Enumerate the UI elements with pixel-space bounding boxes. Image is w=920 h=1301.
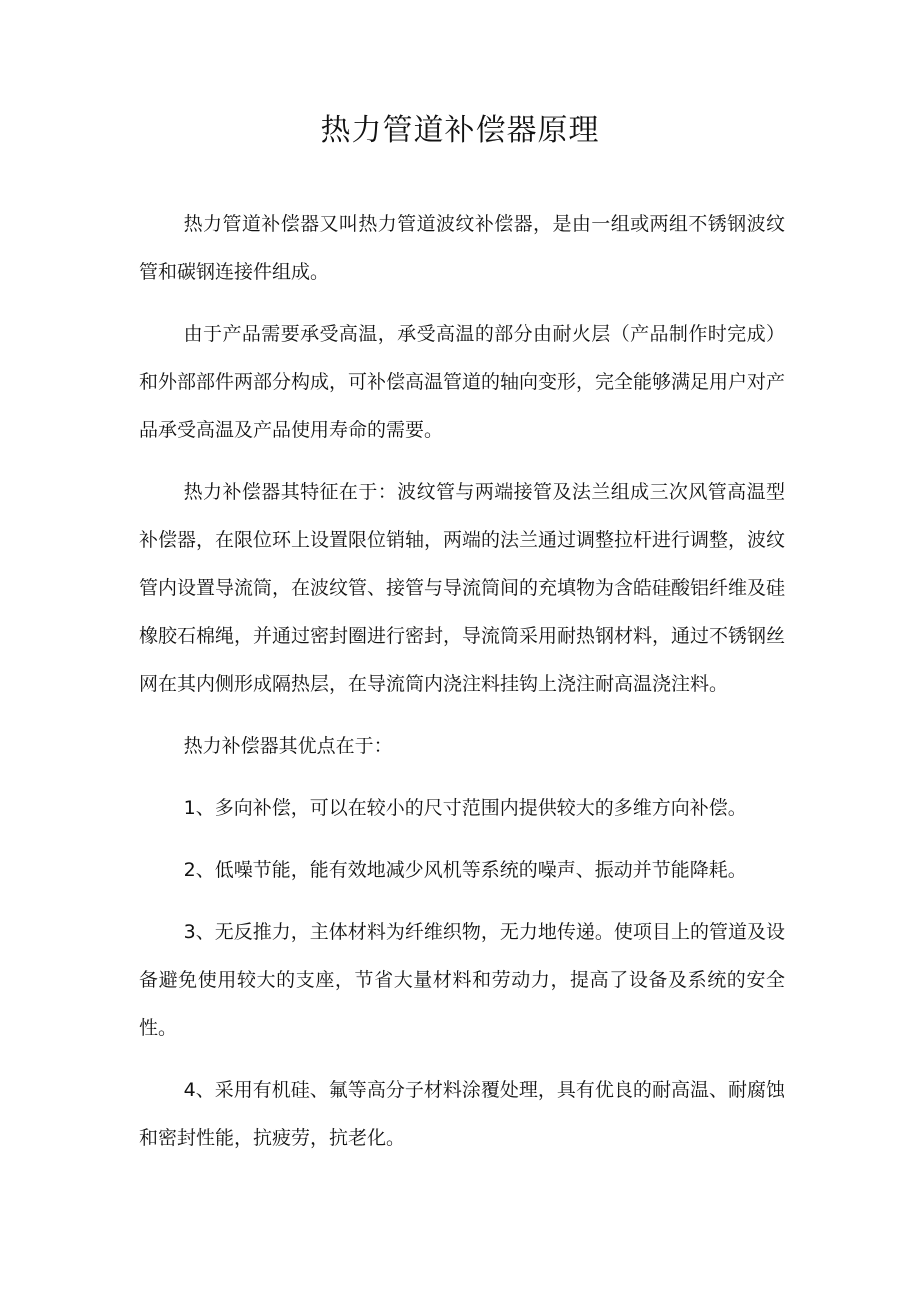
list-item-advantage-2: 2、低噪节能，能有效地减少风机等系统的噪声、振动并节能降耗。 <box>183 859 747 881</box>
list-item-advantage-3: 3、无反推力，主体材料为纤维织物，无力地传递。使项目上的管道及设备避免使用较大的支座，节省大量材料和劳动力，提高了设备及系统的安全性。 <box>139 921 785 1039</box>
document-body <box>139 200 785 1176</box>
list-item-advantage-4: 4、采用有机硅、氟等高分子材料涂覆处理，具有优良的耐高温、耐腐蚀和密封性能，抗疲劳，抗老化。 <box>139 1079 785 1149</box>
paragraph-advantages-heading: 热力补偿器其优点在于： <box>183 735 393 757</box>
paragraph-intro: 热力管道补偿器又叫热力管道波纹补偿器，是由一组或两组不锈钢波纹管和碳钢连接件组成。 <box>139 213 785 283</box>
list-item-advantage-1: 1、多向补偿，可以在较小的尺寸范围内提供较大的多维方向补偿。 <box>183 797 747 819</box>
document-title: 热力管道补偿器原理 <box>320 113 600 148</box>
paragraph-high-temperature: 由于产品需要承受高温，承受高温的部分由耐火层（产品制作时完成）和外部部件两部分构成，可补偿高温管道的轴向变形，完全能够满足用户对产品承受高温及产品使用寿命的需要。 <box>139 323 786 441</box>
paragraph-features: 热力补偿器其特征在于：波纹管与两端接管及法兰组成三次风管高温型补偿器，在限位环上设置限位销轴，两端的法兰通过调整拉杆进行调整，波纹管内设置导流筒，在波纹管、接管与导流筒间的充填物为含皓硅酸铝纤维及硅橡胶石棉绳，并通过密封圈进行密封，导流筒采用耐热钢材料，通过不锈钢丝网在其内侧形成隔热层，在导流筒内浇注料挂钩上浇注耐高温浇注料。 <box>139 481 786 695</box>
